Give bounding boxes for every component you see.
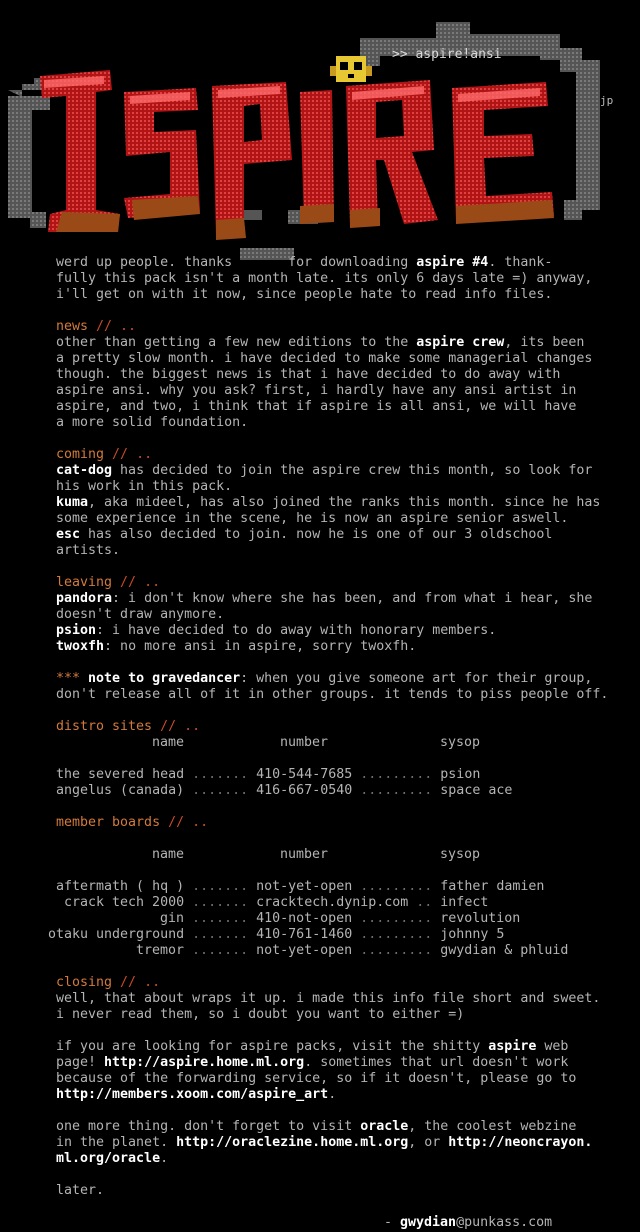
coming-line: cat-dog has decided to join the aspire crew this month, so look for (56, 463, 593, 478)
news-line: aspire, and two, i think that if aspire is all ansi, we will have (56, 399, 577, 414)
coming-line: his work in this pack. (56, 479, 233, 494)
web-line: if you are looking for aspire packs, visit the shitty aspire web (56, 1039, 569, 1054)
table-row: tremor ....... not-yet-open ......... gwydian & phluid (136, 943, 569, 958)
oraclezine-url-link[interactable]: http://oraclezine.home.ml.org (176, 1135, 409, 1150)
coming-heading: coming // .. (56, 447, 153, 462)
distro-col-number: number (280, 735, 329, 750)
aspire-url-link[interactable]: http://aspire.home.ml.org (104, 1055, 305, 1070)
news-line: a more solid foundation. (56, 415, 249, 430)
news-heading: news // .. (56, 319, 137, 334)
oracle-line: in the planet. http://oraclezine.home.ml.org, or http://neoncrayon. (56, 1135, 593, 1150)
news-line: other than getting a few new editions to the aspire crew, its been (56, 335, 585, 350)
member-col-sysop: sysop (440, 847, 481, 862)
skull-icon (330, 56, 372, 82)
leaving-line: pandora: i don't know where she has been, and from what i hear, she (56, 591, 593, 606)
table-row: gin ....... 410-not-open ......... revolution (160, 911, 521, 926)
table-row: crack tech 2000 ....... cracktech.dynip.com .. infect (64, 895, 489, 910)
table-row: the severed head ....... 410-544-7685 ......... psion (56, 767, 481, 782)
artist-initials: jp (600, 94, 614, 107)
coming-line: esc has also decided to join. now he is one of our 3 oldschool (56, 527, 553, 542)
closing-line: i never read them, so i doubt you want to either =) (56, 1007, 465, 1022)
intro-line-3: i'll get on with it now, since people hate to read info files. (56, 287, 553, 302)
note-line: *** note to gravedancer: when you give someone art for their group, (56, 671, 593, 686)
web-line: because of the forwarding service, so if it doesn't, please go to (56, 1071, 577, 1086)
distro-col-sysop: sysop (440, 735, 481, 750)
closing-line: well, that about wraps it up. i made this info file short and sweet. (56, 991, 601, 1006)
intro-line-2: fully this pack isn't a month late. its only 6 days late =) anyway, (56, 271, 593, 286)
xoom-url-link[interactable]: http://members.xoom.com/aspire_art (56, 1087, 329, 1102)
signoff: later. (56, 1183, 105, 1198)
leaving-line: twoxfh: no more ansi in aspire, sorry twoxfh. (56, 639, 417, 654)
logo-tag: >> aspire!ansi (392, 47, 502, 62)
member-col-name: name (152, 847, 185, 862)
news-line: though. the biggest news is that i have decided to do away with (56, 367, 561, 382)
neoncrayon-url-link[interactable]: http://neoncrayon. (448, 1135, 593, 1150)
leaving-line: doesn't draw anymore. (56, 607, 225, 622)
closing-heading: closing // .. (56, 975, 161, 990)
oracle-line: ml.org/oracle. (56, 1151, 169, 1166)
member-col-number: number (280, 847, 329, 862)
web-line: page! http://aspire.home.ml.org. sometimes that url doesn't work (56, 1055, 569, 1070)
news-line: a pretty slow month. i have decided to make some managerial changes (56, 351, 593, 366)
leaving-line: psion: i have decided to do away with honorary members. (56, 623, 497, 638)
note-line: don't release all of it in other groups. it tends to piss people off. (56, 687, 609, 702)
web-line: http://members.xoom.com/aspire_art. (56, 1087, 337, 1102)
news-line: aspire ansi. why you ask? first, i hardly have any ansi artist in (56, 383, 577, 398)
signature: - gwydian@punkass.com (384, 1215, 553, 1230)
distro-col-name: name (152, 735, 185, 750)
oracle-line: one more thing. don't forget to visit oracle, the coolest webzine (56, 1119, 577, 1134)
intro-line-1: werd up people. thanks for downloading aspire #4. thank- (56, 255, 553, 270)
table-row: angelus (canada) ....... 416-667-0540 ......... space ace (56, 783, 513, 798)
distro-heading: distro sites // .. (56, 719, 201, 734)
table-row: otaku underground ....... 410-761-1460 ......... johnny 5 (48, 927, 505, 942)
table-row: aftermath ( hq ) ....... not-yet-open ......... father damien (56, 879, 545, 894)
leaving-heading: leaving // .. (56, 575, 161, 590)
coming-line: some experience in the scene, he is now an aspire senior aswell. (56, 511, 569, 526)
aspire-logo (0, 0, 640, 260)
coming-line: artists. (56, 543, 121, 558)
coming-line: kuma, aka mideel, has also joined the ranks this month. since he has (56, 495, 601, 510)
member-heading: member boards // .. (56, 815, 209, 830)
